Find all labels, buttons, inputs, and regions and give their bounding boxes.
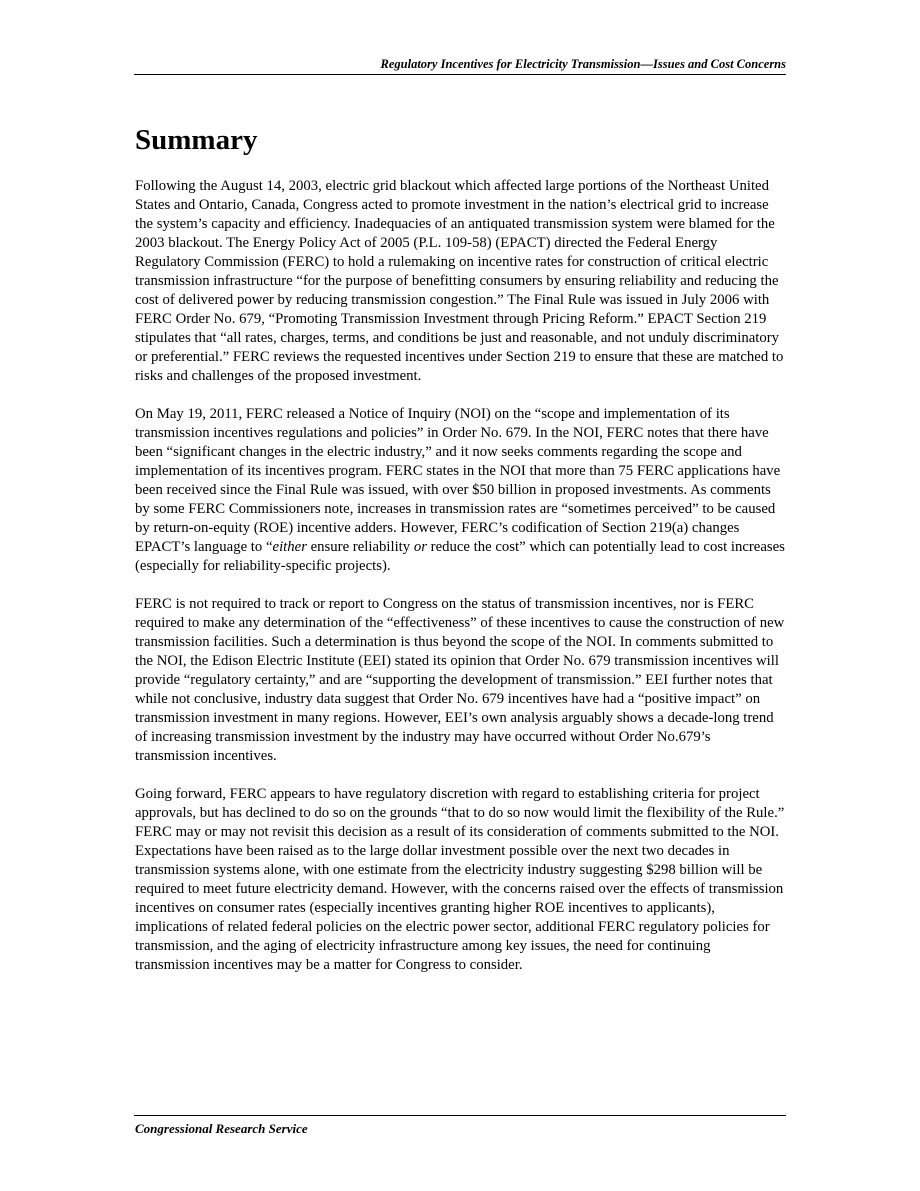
paragraph-2-text-start: On May 19, 2011, FERC released a Notice of Inquiry (NOI) on the “scope and implementation of its transmission incentives regulations and policies” in Order No. 679. In the NOI, FERC notes that there have been “significant changes in the electric industry,” and it now seeks comments regarding the scope and implementation of its incentives program. FERC states in the NOI that more than 75 FERC applications have been received since the Final Rule was issued, with over $50 billion in proposed investments. As comments by some FERC Commissioners note, increases in transmission rates are “sometimes perceived” to be caused by return-on-equity (ROE) incentive adders. However, FERC’s codification of Section 219(a) changes EPACT’s language to “ — [135, 406, 781, 555]
paragraph-2-text-middle: ensure reliability — [306, 539, 414, 555]
paragraph-3: FERC is not required to track or report to Congress on the status of transmission incentives, nor is FERC required to make any determination of the “effectiveness” of these incentives to cause the construction of new transmission facilities. Such a determination is thus beyond the scope of the NOI. In comments submitted to the NOI, the Edison Electric Institute (EEI) stated its opinion that Order No. 679 transmission incentives will provide “regulatory certainty,” and are “supporting the development of transmission.” EEI further notes that while not conclusive, industry data suggest that Order No. 679 incentives have had a “positive impact” on transmission investment in many regions. However, EEI’s own analysis arguably shows a decade-long trend of increasing transmission investment by the industry may have occurred without Order No.679’s transmission incentives. — [135, 596, 785, 764]
page-title: Summary — [135, 124, 258, 156]
running-header: Regulatory Incentives for Electricity Transmission—Issues and Cost Concerns — [380, 57, 786, 71]
footer-divider — [134, 1115, 786, 1116]
header-divider — [134, 74, 786, 75]
paragraph-1: Following the August 14, 2003, electric grid blackout which affected large portions of the Northeast United States and Ontario, Canada, Congress acted to promote investment in the nation’s electrical grid to increase the system’s capacity and efficiency. Inadequacies of an antiquated transmission system were blamed for the 2003 blackout. The Energy Policy Act of 2005 (P.L. 109-58) (EPACT) directed the Federal Energy Regulatory Commission (FERC) to hold a rulemaking on incentive rates for construction of critical electric transmission infrastructure “for the purpose of benefitting consumers by ensuring reliability and reducing the cost of delivered power by reducing transmission congestion.” The Final Rule was issued in July 2006 with FERC Order No. 679, “Promoting Transmission Investment through Pricing Reform.” EPACT Section 219 stipulates that “all rates, charges, terms, and conditions be just and reasonable, and not unduly discriminatory or preferential.” FERC reviews the requested incentives under Section 219 to ensure that these are matched to risks and challenges of the proposed investment. — [135, 178, 784, 384]
summary-body — [135, 177, 785, 994]
footer-organization: Congressional Research Service — [135, 1121, 308, 1136]
paragraph-2-text-end: reduce the cost” which can potentially lead to cost increases (especially for reliability-specific projects). — [135, 539, 785, 574]
paragraph-2-emphasis-or: or — [413, 539, 427, 555]
paragraph-2 — [135, 405, 785, 576]
paragraph-2-emphasis-either: either — [272, 539, 307, 555]
paragraph-4: Going forward, FERC appears to have regulatory discretion with regard to establishing criteria for project approvals, but has declined to do so on the grounds “that to do so now would limit the flexibility of the Rule.” FERC may or may not revisit this decision as a result of its consideration of comments submitted to the NOI. Expectations have been raised as to the large dollar investment possible over the next two decades in transmission systems alone, with one estimate from the electricity industry suggesting $298 billion will be required to meet future electricity demand. However, with the concerns raised over the effects of transmission incentives on consumer rates (especially incentives granting higher ROE incentives to applicants), implications of related federal policies on the electric power sector, additional FERC regulatory policies for transmission, and the aging of electricity infrastructure among key issues, the need for continuing transmission incentives may be a matter for Congress to consider. — [135, 786, 785, 973]
